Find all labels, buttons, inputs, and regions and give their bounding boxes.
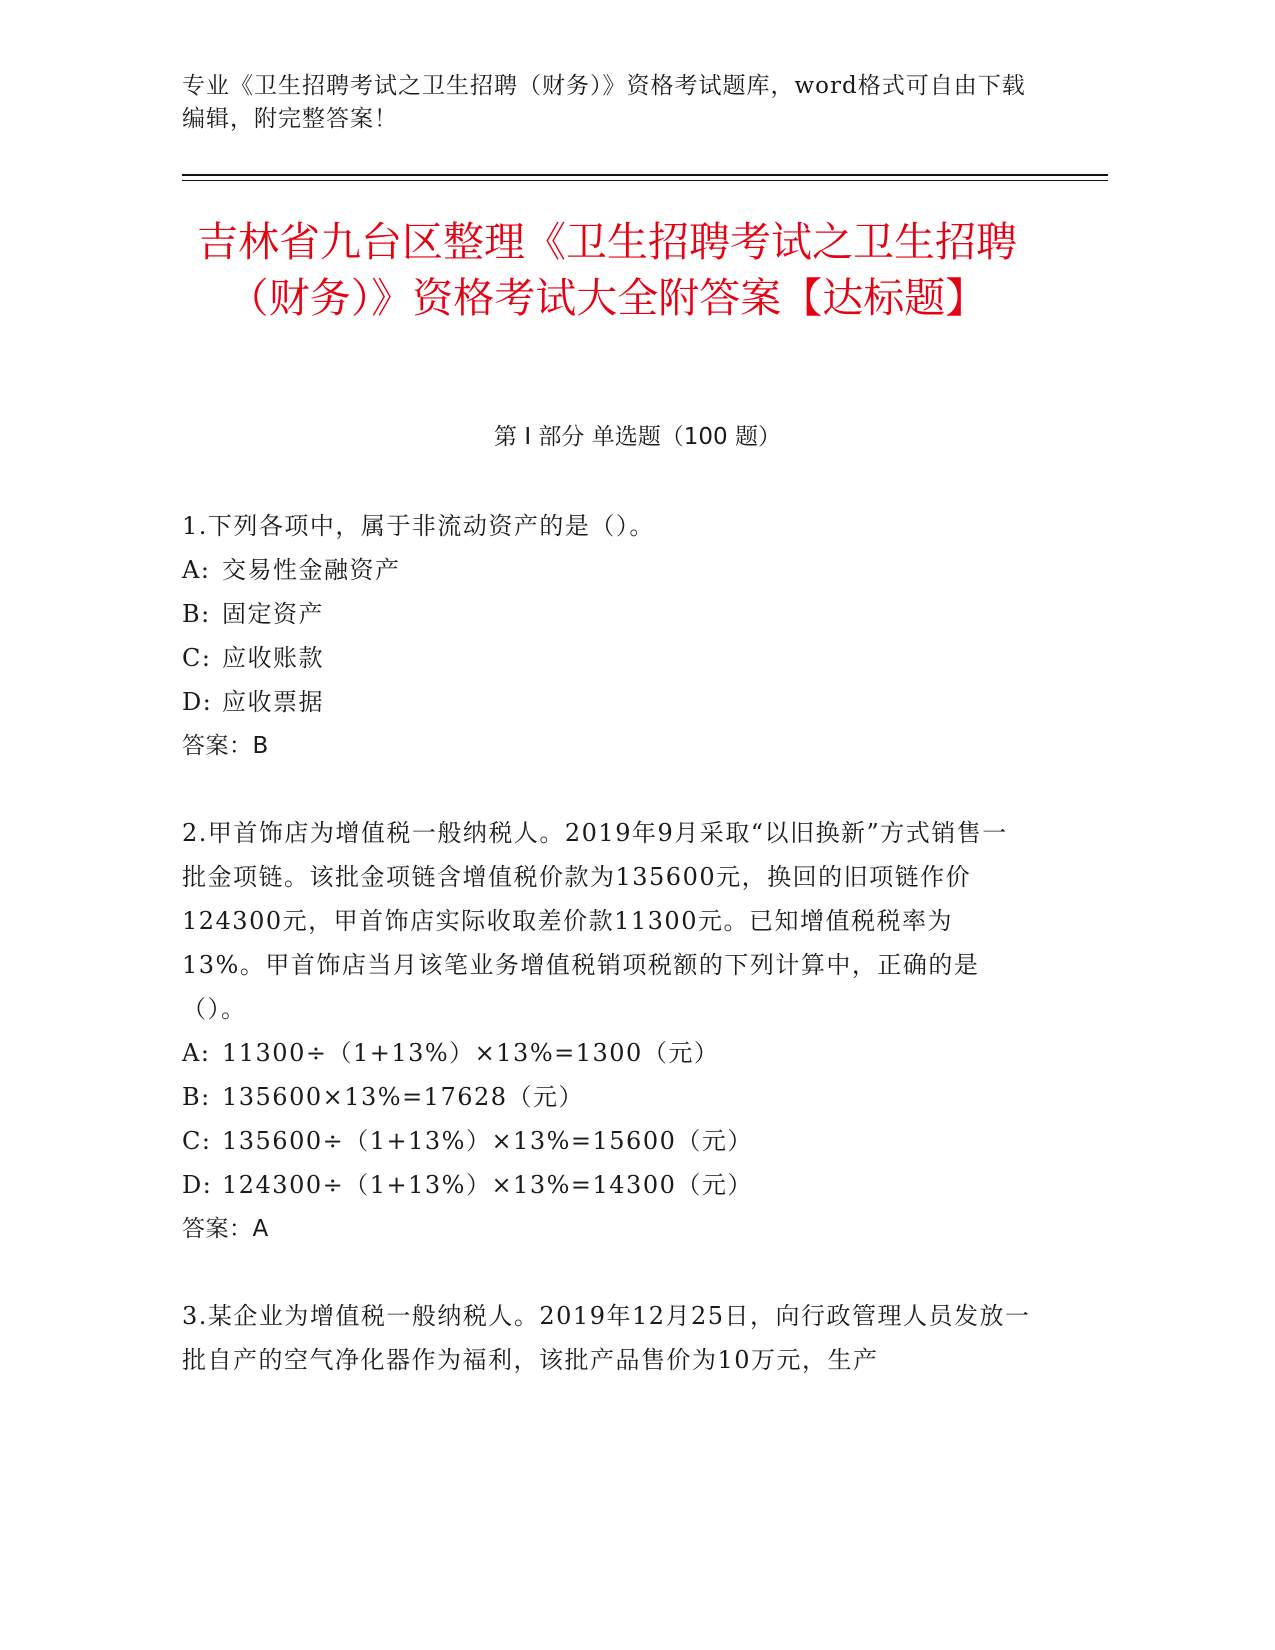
option-text: 124300÷（1+13%）×13%=14300（元） [222,1171,753,1199]
option-key: B: [182,600,211,628]
question-1 [182,504,1042,768]
question-stem: 2.甲首饰店为增值税一般纳税人。2019年9月采取“以旧换新”方式销售一批金项链。该批金项链含增值税价款为135600元，换回的旧项链作价124300元，甲首饰店实际收取差价款11300元。已知增值税税率为13%。甲首饰店当月该笔业务增值税销项税额的下列计算中，正确的是（）。 [182,819,1008,1023]
option-key: D: [182,688,213,716]
option-text: 135600÷（1+13%）×13%=15600（元） [222,1127,753,1155]
header-divider-thick [182,174,1108,176]
option-a [182,548,1042,592]
option-text: 应收票据 [222,688,324,716]
option-key: C: [182,644,212,672]
option-key: A: [182,1039,211,1067]
option-d [182,1163,1042,1207]
option-c [182,636,1042,680]
question-list [182,504,1042,1425]
option-text: 交易性金融资产 [222,556,401,584]
option-c [182,1119,1042,1163]
option-text: 11300÷（1+13%）×13%=1300（元） [222,1039,720,1067]
option-b [182,1075,1042,1119]
option-key: D: [182,1171,213,1199]
header-divider-thin [182,180,1108,181]
question-3 [182,1294,1042,1382]
question-2 [182,811,1042,1251]
option-d [182,680,1042,724]
option-a [182,1031,1042,1075]
answer-line: 答案：B [182,733,269,759]
answer-line: 答案：A [182,1216,269,1242]
document-title: 吉林省九台区整理《卫生招聘考试之卫生招聘（财务）》资格考试大全附答案【达标题】 [197,218,1017,322]
header-note: 专业《卫生招聘考试之卫生招聘（财务）》资格考试题库，word格式可自由下载编辑，附完整答案！ [182,73,1026,132]
option-text: 固定资产 [222,600,324,628]
section-heading: 第 I 部分 单选题（100 题） [494,424,781,450]
option-key: C: [182,1127,212,1155]
option-key: B: [182,1083,211,1111]
option-text: 应收账款 [222,644,324,672]
option-key: A: [182,556,211,584]
question-stem: 1.下列各项中，属于非流动资产的是（）。 [182,512,655,540]
question-stem: 3.某企业为增值税一般纳税人。2019年12月25日，向行政管理人员发放一批自产的空气净化器作为福利，该批产品售价为10万元，生产 [182,1302,1031,1374]
option-text: 135600×13%=17628（元） [222,1083,585,1111]
option-b [182,592,1042,636]
